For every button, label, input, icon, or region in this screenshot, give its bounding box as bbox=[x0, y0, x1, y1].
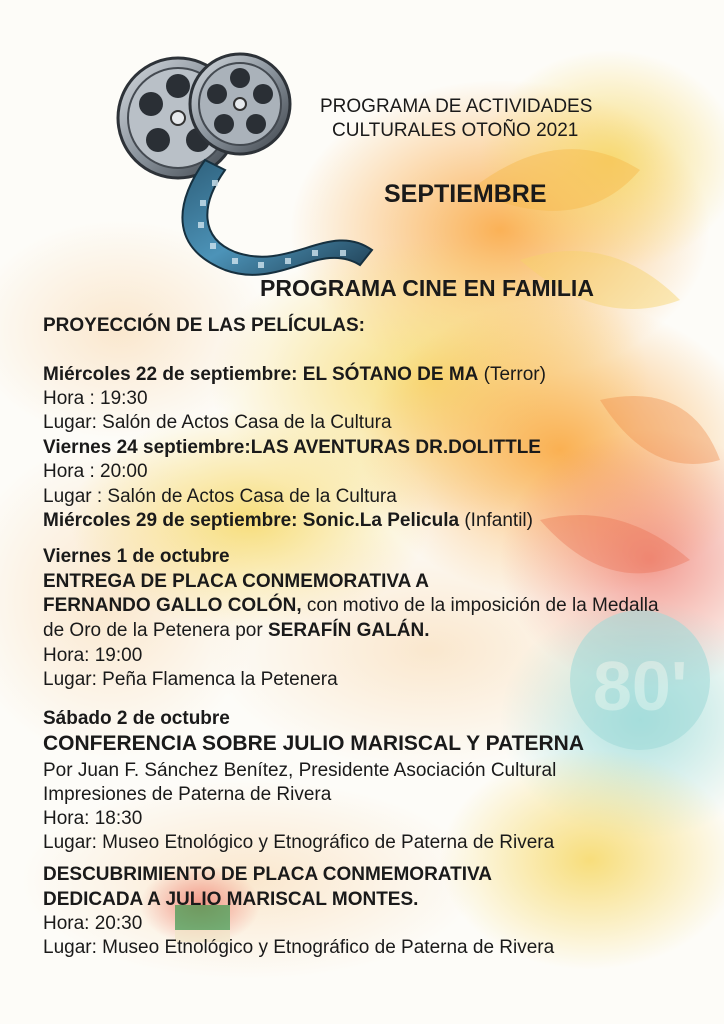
event-2-hora: Hora: 18:30 bbox=[43, 808, 143, 829]
event-1-motive: con motivo de la imposición de la Medalla bbox=[301, 595, 659, 616]
event-3-hora: Hora: 20:30 bbox=[43, 913, 143, 934]
event-2-title: CONFERENCIA SOBRE JULIO MARISCAL Y PATERNA bbox=[43, 732, 584, 755]
film-1-hora: Hora : 19:30 bbox=[43, 388, 148, 409]
program-title-line-2: CULTURALES OTOÑO 2021 bbox=[332, 120, 579, 141]
film-2-lugar: Lugar : Salón de Actos Casa de la Cultura bbox=[43, 486, 397, 507]
event-1-title: ENTREGA DE PLACA CONMEMORATIVA A bbox=[43, 571, 429, 592]
event-2-date: Sábado 2 de octubre bbox=[43, 708, 230, 729]
film-1-date: Miércoles 22 de septiembre: bbox=[43, 364, 298, 385]
film-1-genre: (Terror) bbox=[478, 364, 546, 385]
badge-80 bbox=[570, 610, 710, 750]
film-2-line bbox=[43, 436, 541, 460]
cinema-program-heading: PROGRAMA CINE EN FAMILIA bbox=[260, 275, 594, 301]
event-2-lugar: Lugar: Museo Etnológico y Etnográfico de Paterna de Rivera bbox=[43, 832, 555, 853]
film-3-line bbox=[43, 509, 533, 533]
film-3-title: Sonic.La Pelicula bbox=[297, 510, 460, 531]
film-2-date: Viernes 24 septiembre: bbox=[43, 437, 251, 458]
film-2-hora: Hora : 20:00 bbox=[43, 461, 148, 482]
event-1-presenter: SERAFÍN GALÁN. bbox=[267, 620, 430, 641]
film-1-title: EL SÓTANO DE MA bbox=[297, 364, 479, 385]
event-1-line-2 bbox=[43, 594, 659, 618]
film-1-lugar: Lugar: Salón de Actos Casa de la Cultura bbox=[43, 412, 392, 433]
film-1-line bbox=[43, 363, 546, 387]
event-3-lugar: Lugar: Museo Etnológico y Etnográfico de Paterna de Rivera bbox=[43, 937, 555, 958]
projection-heading: PROYECCIÓN DE LAS PELÍCULAS: bbox=[43, 315, 365, 336]
month-heading: SEPTIEMBRE bbox=[384, 180, 547, 208]
event-3-title-1: DESCUBRIMIENTO DE PLACA CONMEMORATIVA bbox=[43, 864, 492, 885]
event-1-motive-cont: de Oro de la Petenera por bbox=[43, 620, 268, 641]
film-2-title: LAS AVENTURAS DR.DOLITTLE bbox=[250, 437, 541, 458]
film-3-date: Miércoles 29 de septiembre: bbox=[43, 510, 298, 531]
film-3-genre: (Infantil) bbox=[459, 510, 533, 531]
event-1-lugar: Lugar: Peña Flamenca la Petenera bbox=[43, 669, 338, 690]
event-1-hora: Hora: 19:00 bbox=[43, 645, 143, 666]
badge-text: 80' bbox=[593, 647, 688, 725]
event-1-date: Viernes 1 de octubre bbox=[43, 546, 230, 567]
event-2-speaker-org: Impresiones de Paterna de Rivera bbox=[43, 784, 332, 805]
program-title-line-1: PROGRAMA DE ACTIVIDADES bbox=[320, 96, 593, 117]
event-3-title-2: DEDICADA A JULIO MARISCAL MONTES. bbox=[43, 889, 419, 910]
film-reel-icon bbox=[190, 54, 290, 154]
event-1-line-3 bbox=[43, 619, 429, 643]
event-1-honoree: FERNANDO GALLO COLÓN, bbox=[43, 595, 302, 616]
event-2-speaker: Por Juan F. Sánchez Benítez, Presidente Asociación Cultural bbox=[43, 760, 557, 781]
